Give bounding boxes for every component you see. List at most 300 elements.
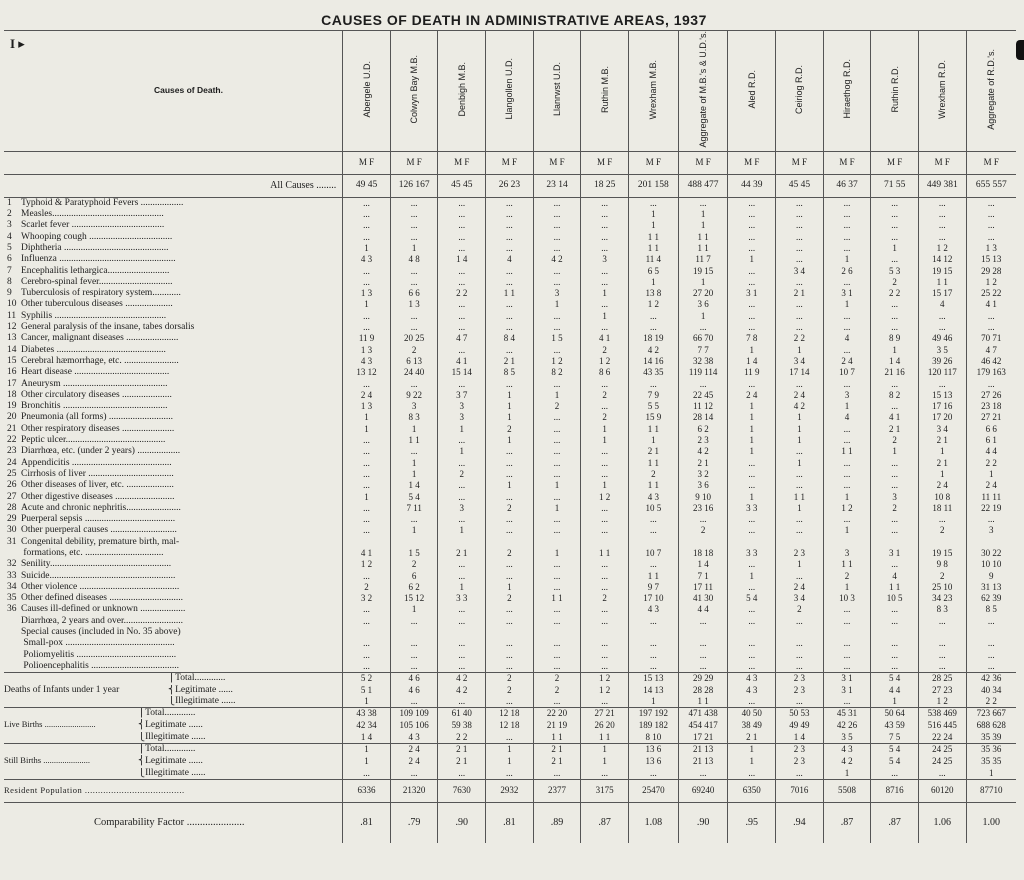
cause-label: Special causes (included in No. 35 above) <box>21 627 181 638</box>
cause-value: ... <box>533 197 581 209</box>
cause-value: 4 3 <box>343 356 391 367</box>
cause-label: Diarrhœa, etc. (under 2 years) .................. <box>21 446 181 457</box>
column-header <box>728 31 776 152</box>
cause-value <box>871 537 919 548</box>
cause-value: 2 <box>581 593 629 604</box>
summary-value: 35 36 <box>966 744 1016 756</box>
cause-value: 14 16 <box>628 356 678 367</box>
cause-value: 1 4 <box>390 480 438 491</box>
comparability-value: .95 <box>728 802 776 843</box>
cause-label: Suicide..................................................... <box>21 570 176 581</box>
cause-value: 1 <box>533 480 581 491</box>
cause-value: 18 18 <box>678 548 728 559</box>
cause-value: ... <box>486 299 534 310</box>
cause-row <box>4 333 1016 344</box>
cause-value: 8 3 <box>918 604 966 615</box>
cause-value: ... <box>728 277 776 288</box>
cause-value: 1 <box>776 559 824 570</box>
brace-glyph: ⎩ <box>168 695 176 706</box>
cause-value: ... <box>728 480 776 491</box>
cause-value: ... <box>533 571 581 582</box>
cause-value: 1 <box>533 390 581 401</box>
summary-value: 4 6 <box>390 685 438 696</box>
cause-value: 1 <box>728 435 776 446</box>
cause-value: ... <box>438 311 486 322</box>
summary-row <box>4 708 1016 720</box>
cause-label: Diabetes .............................................. <box>21 344 166 355</box>
cause-label-cell <box>4 379 343 390</box>
summary-value: ... <box>581 696 629 708</box>
cause-value: 1 <box>776 412 824 423</box>
cause-value <box>823 627 871 638</box>
cause-value: ... <box>533 582 581 593</box>
cause-value <box>966 627 1016 638</box>
cause-value: ... <box>438 209 486 220</box>
summary-value: 24 25 <box>918 755 966 767</box>
cause-value: 2 <box>871 277 919 288</box>
column-header <box>581 31 629 152</box>
cause-value: 17 14 <box>776 367 824 378</box>
cause-value: ... <box>343 322 391 333</box>
cause-value: ... <box>533 311 581 322</box>
cause-value: 10 7 <box>628 548 678 559</box>
cause-value: ... <box>581 616 629 627</box>
column-header <box>390 31 438 152</box>
cause-value: ... <box>343 650 391 661</box>
cause-value: 2 4 <box>728 390 776 401</box>
cause-label-cell <box>4 288 343 299</box>
cause-label-cell <box>4 356 343 367</box>
cause-value: ... <box>776 299 824 310</box>
cause-number: 2 <box>7 209 12 220</box>
summary-value: 109 109 <box>390 708 438 720</box>
cause-value: 6 6 <box>390 288 438 299</box>
cause-value: ... <box>533 277 581 288</box>
cause-row <box>4 650 1016 661</box>
cause-row <box>4 299 1016 310</box>
cause-value: 1 <box>628 277 678 288</box>
cause-row <box>4 492 1016 503</box>
cause-number: 8 <box>7 276 12 287</box>
sex-header: M F <box>628 151 678 174</box>
sex-header: M F <box>486 151 534 174</box>
cause-value: 2 <box>678 525 728 536</box>
column-header-text: Llangollen U.D. <box>504 58 515 121</box>
cause-number: 30 <box>7 525 17 536</box>
column-header <box>343 31 391 152</box>
cause-value: 2 <box>486 503 534 514</box>
summary-value: 21 13 <box>678 755 728 767</box>
cause-value: 46 42 <box>966 356 1016 367</box>
cause-value: 18 11 <box>918 503 966 514</box>
cause-value: ... <box>728 232 776 243</box>
cause-value: 7 8 <box>728 333 776 344</box>
all-causes-value: 18 25 <box>581 174 629 197</box>
cause-value: 1 <box>678 220 728 231</box>
cause-value: ... <box>871 458 919 469</box>
summary-value: ... <box>776 696 824 708</box>
cause-value: ... <box>581 197 629 209</box>
cause-value: 1 <box>343 412 391 423</box>
all-causes-value: 201 158 <box>628 174 678 197</box>
cause-row <box>4 446 1016 457</box>
cause-number: 33 <box>7 570 17 581</box>
cause-value: ... <box>486 232 534 243</box>
summary-value: 1 4 <box>343 732 391 744</box>
cause-label-cell <box>4 458 343 469</box>
summary-value: 4 3 <box>823 744 871 756</box>
cause-value: ... <box>823 220 871 231</box>
summary-value: 43 59 <box>871 719 919 731</box>
cause-value: 1 <box>728 412 776 423</box>
cause-value: ... <box>343 311 391 322</box>
cause-label-cell <box>4 322 343 333</box>
cause-value: 3 <box>438 412 486 423</box>
cause-value: 2 4 <box>918 480 966 491</box>
cause-value: ... <box>438 492 486 503</box>
summary-value: ... <box>390 768 438 780</box>
cause-label-cell <box>4 480 343 491</box>
cause-number: 32 <box>7 559 17 570</box>
column-header-text: Aggregate of R.D.'s. <box>986 48 997 130</box>
cause-number: 12 <box>7 322 17 333</box>
cause-value: ... <box>533 220 581 231</box>
summary-value: ... <box>776 768 824 780</box>
cause-value: ... <box>678 197 728 209</box>
cause-number: 21 <box>7 423 17 434</box>
summary-value: 49 49 <box>776 719 824 731</box>
cause-value: ... <box>728 458 776 469</box>
summary-value: 13 6 <box>628 744 678 756</box>
all-causes-value: 655 557 <box>966 174 1016 197</box>
cause-value: ... <box>823 209 871 220</box>
cause-value: ... <box>533 412 581 423</box>
cause-value: 4 4 <box>966 446 1016 457</box>
summary-value: 2 <box>533 673 581 685</box>
cause-value: 4 1 <box>966 299 1016 310</box>
column-header-text: Abergele U.D. <box>361 60 372 118</box>
cause-row <box>4 232 1016 243</box>
cause-value: 4 3 <box>628 492 678 503</box>
cause-value: 4 1 <box>438 356 486 367</box>
column-header <box>776 31 824 152</box>
summary-value: 42 34 <box>343 719 391 731</box>
cause-value: ... <box>390 514 438 525</box>
cause-value: 1 <box>776 435 824 446</box>
cause-number: 20 <box>7 412 17 423</box>
cause-value: 3 <box>390 401 438 412</box>
cause-value: 3 6 <box>678 299 728 310</box>
cause-value: 1 5 <box>390 548 438 559</box>
cause-value: 6 2 <box>390 582 438 593</box>
cause-value: ... <box>533 424 581 435</box>
cause-value: ... <box>776 232 824 243</box>
cause-label-cell <box>4 266 343 277</box>
cause-value: 2 <box>390 559 438 570</box>
summary-value: 1 <box>628 696 678 708</box>
cause-value: 2 3 <box>776 548 824 559</box>
cause-value: ... <box>823 480 871 491</box>
cause-value: ... <box>871 559 919 570</box>
cause-value: 5 4 <box>390 492 438 503</box>
cause-label: Scarlet fever ....................................... <box>21 220 165 231</box>
summary-value: 42 26 <box>823 719 871 731</box>
summary-value: 5 2 <box>343 673 391 685</box>
cause-value: ... <box>343 220 391 231</box>
cause-row <box>4 458 1016 469</box>
summary-value: 1 1 <box>581 732 629 744</box>
cause-value: 9 <box>966 571 1016 582</box>
column-header <box>823 31 871 152</box>
cause-value: 1 5 <box>533 333 581 344</box>
cause-label: Causes ill-defined or unknown ................... <box>21 604 186 615</box>
cause-row <box>4 435 1016 446</box>
cause-value: ... <box>486 458 534 469</box>
cause-label-cell <box>4 537 343 548</box>
cause-value: ... <box>343 469 391 480</box>
cause-value: ... <box>486 311 534 322</box>
all-causes-value: 488 477 <box>678 174 728 197</box>
cause-row <box>4 277 1016 288</box>
cause-value: 4 2 <box>776 401 824 412</box>
cause-value: ... <box>533 616 581 627</box>
cause-value: 1 <box>776 424 824 435</box>
cause-value: ... <box>533 638 581 649</box>
cause-value: ... <box>628 514 678 525</box>
cause-value: 1 1 <box>581 548 629 559</box>
summary-row <box>4 755 1016 767</box>
cause-value: 1 <box>581 424 629 435</box>
cause-row <box>4 514 1016 525</box>
cause-value: 2 2 <box>966 458 1016 469</box>
summary-value: 1 2 <box>918 696 966 708</box>
cause-value: ... <box>533 243 581 254</box>
cause-value: ... <box>871 616 919 627</box>
cause-value: 1 <box>438 525 486 536</box>
summary-label-cell <box>4 696 343 708</box>
cause-value <box>581 627 629 638</box>
cause-value: 4 2 <box>533 254 581 265</box>
cause-value: ... <box>581 209 629 220</box>
sex-header: M F <box>966 151 1016 174</box>
column-header-text: Aled R.D. <box>746 69 757 109</box>
cause-value: ... <box>343 503 391 514</box>
cause-value: ... <box>533 650 581 661</box>
summary-row <box>4 673 1016 685</box>
cause-value: 15 9 <box>628 412 678 423</box>
cause-value: ... <box>390 277 438 288</box>
summary-value: 2 3 <box>776 755 824 767</box>
cause-value: 2 4 <box>776 582 824 593</box>
cause-label: Peptic ulcer.......................................... <box>21 435 166 446</box>
cause-row <box>4 209 1016 220</box>
cause-label: Appendicitis .......................................... <box>21 457 172 468</box>
cause-value: ... <box>581 503 629 514</box>
column-header-text: Colwyn Bay M.B. <box>409 54 420 124</box>
cause-value: 6 1 <box>966 435 1016 446</box>
cause-value: ... <box>776 514 824 525</box>
cause-value: 1 <box>678 277 728 288</box>
cause-value: 1 1 <box>486 288 534 299</box>
cause-value: 1 <box>581 480 629 491</box>
cause-value: ... <box>343 616 391 627</box>
summary-value: 1 <box>343 744 391 756</box>
cause-value: 179 163 <box>966 367 1016 378</box>
cause-value: ... <box>438 220 486 231</box>
summary-value: 2 <box>533 685 581 696</box>
cause-value: 15 13 <box>966 254 1016 265</box>
cause-number: 35 <box>7 593 17 604</box>
cause-value: ... <box>486 492 534 503</box>
summary-value: ... <box>581 768 629 780</box>
cause-value: 15 14 <box>438 367 486 378</box>
cause-value: 1 <box>966 469 1016 480</box>
cause-value: ... <box>776 209 824 220</box>
summary-value: ... <box>486 732 534 744</box>
cause-row <box>4 525 1016 536</box>
cause-value: ... <box>486 379 534 390</box>
cause-value: ... <box>486 514 534 525</box>
cause-value: 1 4 <box>438 254 486 265</box>
cause-value: 2 3 <box>678 435 728 446</box>
cause-value: 2 <box>918 571 966 582</box>
comparability-value: .87 <box>871 802 919 843</box>
cause-value: 1 1 <box>871 582 919 593</box>
summary-value: 4 2 <box>438 685 486 696</box>
cause-value: 8 4 <box>486 333 534 344</box>
cause-row <box>4 548 1016 559</box>
cause-value: 2 4 <box>823 356 871 367</box>
cause-value: ... <box>581 571 629 582</box>
sex-header-row <box>4 151 1016 174</box>
cause-value: ... <box>966 322 1016 333</box>
summary-value: 7 5 <box>871 732 919 744</box>
cause-value: ... <box>628 525 678 536</box>
cause-value: ... <box>533 379 581 390</box>
cause-value <box>390 537 438 548</box>
cause-value: ... <box>486 277 534 288</box>
cause-row <box>4 604 1016 615</box>
cause-value: 2 <box>486 424 534 435</box>
cause-value: 17 16 <box>918 401 966 412</box>
column-header <box>966 31 1016 152</box>
cause-value: ... <box>728 266 776 277</box>
summary-value: 2 3 <box>776 685 824 696</box>
column-header-row <box>4 31 1016 152</box>
cause-value <box>728 537 776 548</box>
cause-value: 1 <box>728 571 776 582</box>
cause-value: ... <box>823 311 871 322</box>
page <box>4 0 1024 880</box>
cause-value: 1 <box>728 401 776 412</box>
cause-value: ... <box>776 480 824 491</box>
summary-value: 538 469 <box>918 708 966 720</box>
cause-value: 32 38 <box>678 356 728 367</box>
cause-value: 4 7 <box>438 333 486 344</box>
cause-value: 62 39 <box>966 593 1016 604</box>
cause-value: 1 <box>486 390 534 401</box>
column-header-text: Ceiriog R.D. <box>794 64 805 114</box>
cause-value: 15 17 <box>918 288 966 299</box>
cause-value: ... <box>918 616 966 627</box>
cause-number: 16 <box>7 367 17 378</box>
summary-value: 59 38 <box>438 719 486 731</box>
cause-value: ... <box>533 232 581 243</box>
cause-value: ... <box>776 525 824 536</box>
cause-value: ... <box>533 209 581 220</box>
cause-value: ... <box>776 379 824 390</box>
sex-header: M F <box>728 151 776 174</box>
cause-value: 1 <box>438 424 486 435</box>
cause-value: ... <box>486 469 534 480</box>
summary-value: 4 3 <box>390 732 438 744</box>
summary-label: Legitimate ...... <box>175 684 233 695</box>
cause-row <box>4 582 1016 593</box>
cause-value: ... <box>776 254 824 265</box>
cause-label-cell <box>4 514 343 525</box>
cause-label-cell <box>4 311 343 322</box>
cause-value: 11 4 <box>628 254 678 265</box>
cause-value: ... <box>343 661 391 673</box>
cause-row <box>4 469 1016 480</box>
summary-group-name: Deaths of Infants under 1 year <box>4 684 120 695</box>
column-header <box>438 31 486 152</box>
cause-value: ... <box>728 604 776 615</box>
cause-value: ... <box>918 638 966 649</box>
cause-value: 28 14 <box>678 412 728 423</box>
cause-value: 1 2 <box>918 243 966 254</box>
cause-value: ... <box>776 322 824 333</box>
cause-value: ... <box>438 232 486 243</box>
cause-value: ... <box>438 266 486 277</box>
cause-value: ... <box>486 616 534 627</box>
cause-value: 1 1 <box>628 232 678 243</box>
column-header <box>533 31 581 152</box>
cause-row <box>4 322 1016 333</box>
cause-value: 1 <box>678 209 728 220</box>
cause-value: ... <box>486 446 534 457</box>
population-value: 87710 <box>966 779 1016 802</box>
brace-glyph: ⎨ <box>168 684 176 695</box>
cause-value: ... <box>438 379 486 390</box>
cause-value: ... <box>438 650 486 661</box>
cause-value: 1 <box>823 299 871 310</box>
column-header <box>628 31 678 152</box>
cause-value: 1 4 <box>871 356 919 367</box>
cause-value: ... <box>823 650 871 661</box>
summary-value: ... <box>918 768 966 780</box>
cause-value: 3 6 <box>678 480 728 491</box>
cause-label-cell <box>4 367 343 378</box>
cause-value <box>343 627 391 638</box>
cause-value: ... <box>343 446 391 457</box>
cause-value: 15 12 <box>390 593 438 604</box>
cause-value: ... <box>678 638 728 649</box>
cause-value: 17 10 <box>628 593 678 604</box>
cause-value: 1 1 <box>918 277 966 288</box>
cause-value: ... <box>728 243 776 254</box>
cause-value: 30 22 <box>966 548 1016 559</box>
summary-value: 22 20 <box>533 708 581 720</box>
all-causes-label: All Causes ........ <box>4 174 343 197</box>
cause-value: 18 19 <box>628 333 678 344</box>
cause-value: 2 1 <box>918 435 966 446</box>
all-causes-value: 26 23 <box>486 174 534 197</box>
comparability-value: 1.08 <box>628 802 678 843</box>
cause-value: ... <box>966 220 1016 231</box>
cause-value: 11 11 <box>966 492 1016 503</box>
cause-value: 2 <box>343 582 391 593</box>
